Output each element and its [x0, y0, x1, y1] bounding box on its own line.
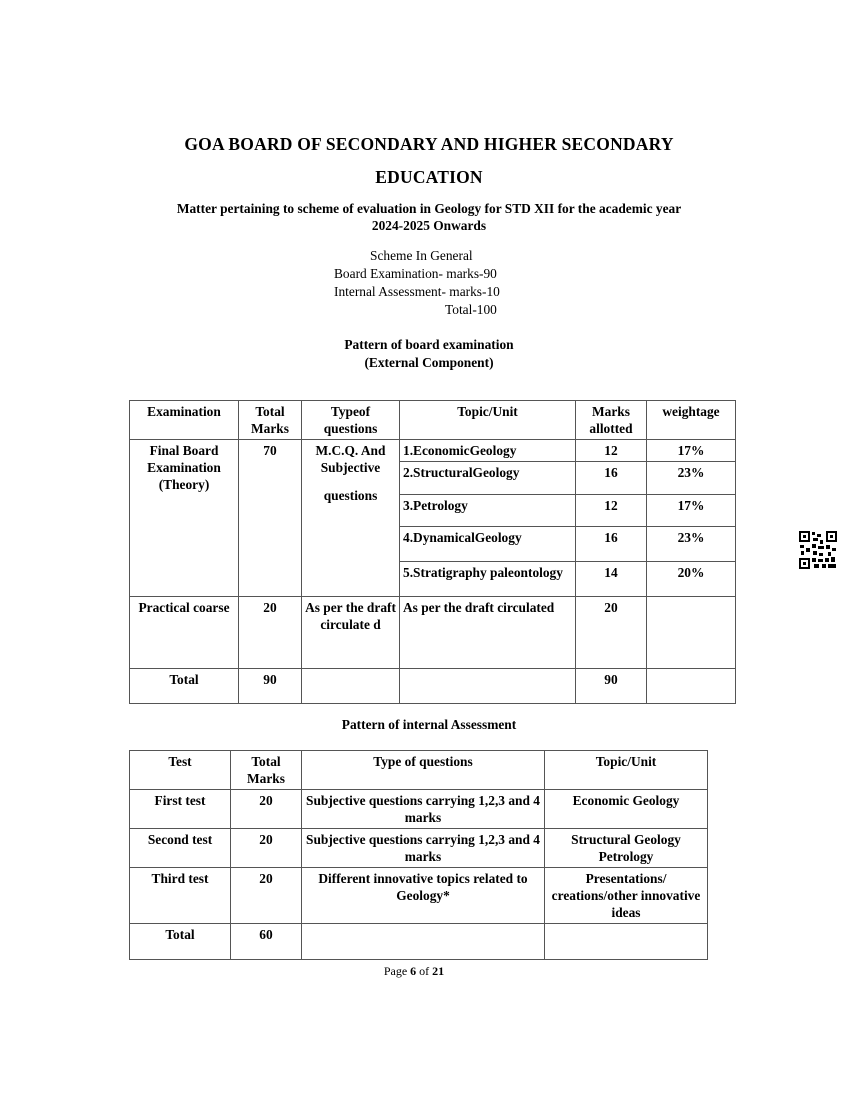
subtitle-line1: Matter pertaining to scheme of evaluation in Geology for STD XII for the academic year: [176, 201, 682, 216]
document-subtitle: [0, 200, 850, 234]
question-type-extra: questions: [323, 488, 378, 503]
board-table-header-row: [130, 401, 736, 440]
scheme-heading: Scheme In General: [370, 248, 473, 263]
scheme-total: Total-100: [445, 302, 497, 317]
test-name: Second test: [130, 829, 231, 868]
header-total-marks: Total Marks: [231, 751, 302, 790]
practical-topic: As per the draft circulated: [400, 597, 576, 669]
practical-type: As per the draft circulate d: [302, 597, 400, 669]
scheme-board-marks: Board Examination- marks-90: [334, 266, 497, 281]
unit-weightage: 23%: [647, 527, 736, 562]
total-label: Total: [130, 924, 231, 960]
table-row-total: [130, 924, 708, 960]
header-topic-unit: Topic/Unit: [545, 751, 708, 790]
scheme-internal-marks: Internal Assessment- marks-10: [334, 284, 500, 299]
unit-weightage: 17%: [647, 495, 736, 527]
practical-total: 20: [239, 597, 302, 669]
unit-topic: 4.DynamicalGeology: [400, 527, 576, 562]
final-exam-label: Final Board Examination (Theory): [130, 440, 239, 597]
test-marks: 20: [231, 829, 302, 868]
question-type-main: M.C.Q. And Subjective: [315, 443, 386, 475]
header-examination: Examination: [130, 401, 239, 440]
unit-marks: 16: [576, 462, 647, 495]
page-number: [0, 964, 828, 979]
table-row: [130, 790, 708, 829]
subtitle-line2: 2024-2025 Onwards: [371, 218, 487, 233]
practical-label: Practical coarse: [130, 597, 239, 669]
test-topic: Economic Geology: [545, 790, 708, 829]
test-topic: Presentations/ creations/other innovative ideas: [545, 868, 708, 924]
header-type-of-questions: Typeof questions: [302, 401, 400, 440]
internal-assessment-table: [129, 750, 708, 960]
scheme-in-general: [0, 247, 850, 319]
board-pattern-heading: [0, 336, 850, 372]
board-pattern-heading-line2: (External Component): [364, 355, 494, 370]
header-type-of-questions: Type of questions: [302, 751, 545, 790]
header-total-marks: Total Marks: [239, 401, 302, 440]
table-row: [130, 597, 736, 669]
unit-topic: 5.Stratigraphy paleontology: [400, 562, 576, 597]
unit-marks: 12: [576, 440, 647, 462]
header-marks-allotted: Marks allotted: [576, 401, 647, 440]
unit-marks: 12: [576, 495, 647, 527]
table-row-total: [130, 669, 736, 704]
total-marks: 60: [231, 924, 302, 960]
test-type: Different innovative topics related to Geology*: [302, 868, 545, 924]
qr-code-icon: [798, 530, 838, 570]
unit-marks: 14: [576, 562, 647, 597]
total-weightage: [647, 669, 736, 704]
final-exam-question-type: [302, 440, 400, 597]
page-of: of: [419, 964, 430, 978]
header-topic-unit: Topic/Unit: [400, 401, 576, 440]
unit-weightage: 20%: [647, 562, 736, 597]
board-pattern-heading-line1: Pattern of board examination: [344, 337, 514, 352]
table-row: [130, 829, 708, 868]
unit-weightage: 23%: [647, 462, 736, 495]
total-allotted: 90: [576, 669, 647, 704]
table-row: [130, 440, 736, 462]
table-row: [130, 868, 708, 924]
total-label: Total: [130, 669, 239, 704]
page-total: 21: [432, 964, 445, 978]
unit-marks: 16: [576, 527, 647, 562]
page-current: 6: [410, 964, 417, 978]
page-prefix: Page: [383, 964, 408, 978]
test-marks: 20: [231, 790, 302, 829]
header-test: Test: [130, 751, 231, 790]
test-name: First test: [130, 790, 231, 829]
final-exam-total: 70: [239, 440, 302, 597]
unit-topic: 2.StructuralGeology: [400, 462, 576, 495]
total-type: [302, 924, 545, 960]
total-marks: 90: [239, 669, 302, 704]
test-type: Subjective questions carrying 1,2,3 and 4 marks: [302, 829, 545, 868]
header-weightage: weightage: [647, 401, 736, 440]
internal-table-header-row: [130, 751, 708, 790]
internal-pattern-heading: Pattern of internal Assessment: [341, 717, 517, 732]
document-title: GOA BOARD OF SECONDARY AND HIGHER SECONDARY: [184, 134, 674, 154]
unit-topic: 3.Petrology: [400, 495, 576, 527]
test-type: Subjective questions carrying 1,2,3 and 4 marks: [302, 790, 545, 829]
practical-weightage: [647, 597, 736, 669]
unit-topic: 1.EconomicGeology: [400, 440, 576, 462]
practical-marks: 20: [576, 597, 647, 669]
unit-weightage: 17%: [647, 440, 736, 462]
total-topic: [545, 924, 708, 960]
total-topic: [400, 669, 576, 704]
total-type: [302, 669, 400, 704]
test-marks: 20: [231, 868, 302, 924]
document-title-line2: EDUCATION: [375, 167, 483, 187]
board-exam-table: [129, 400, 736, 704]
test-topic: Structural Geology Petrology: [545, 829, 708, 868]
test-name: Third test: [130, 868, 231, 924]
